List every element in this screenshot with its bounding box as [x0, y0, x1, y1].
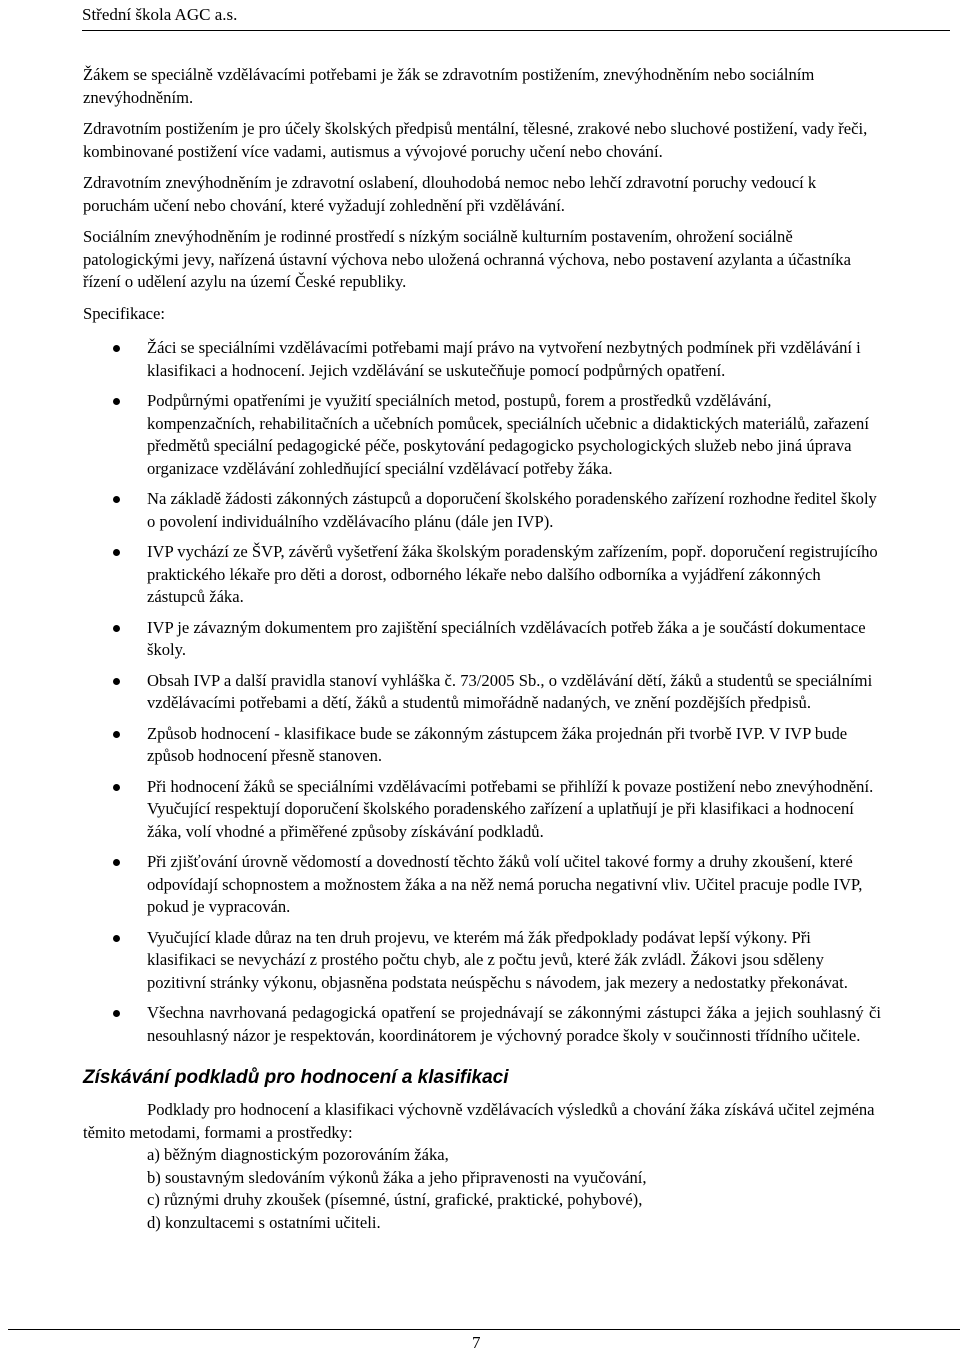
list-item: d) konzultacemi s ostatními učiteli.: [147, 1212, 381, 1232]
methods-list: [83, 1144, 881, 1234]
list-item: Na základě žádosti zákonných zástupců a doporučení školského poradenského zařízení rozhodne ředitel školy o povolení individuálního vzdělávacího plánu (dále jen IVP).: [83, 488, 881, 533]
footer-divider: [8, 1329, 960, 1330]
specification-list: [83, 337, 881, 1047]
list-item: Při hodnocení žáků se speciálními vzdělávacími potřebami se přihlíží k povaze postižení nebo znevýhodnění. Vyučující respektují doporučení školského poradenského zařízení a uplatňují je při klasifikaci a hodnocení žáka, volí vhodné a přiměřené způsoby získávání podkladů.: [83, 776, 881, 844]
page-header: [82, 4, 950, 31]
list-item: Žáci se speciálními vzdělávacími potřebami mají právo na vytvoření nezbytných podmínek při vzdělávání i klasifikaci a hodnocení. Jejich vzdělávání se uskutečňuje pomocí podpůrných opatření.: [83, 337, 881, 382]
list-item: IVP vychází ze ŠVP, závěrů vyšetření žáka školským poradenským zařízením, popř. doporučení registrujícího praktického lékaře pro děti a dorost, odborného lékaře nebo dalšího odborníka a vyjádření zákonných zástupců žáka.: [83, 541, 881, 609]
paragraph-health-disability: Zdravotním postižením je pro účely školských předpisů mentální, tělesné, zrakové nebo sluchové postižení, vady řeči, kombinované postižení více vadami, autismus a vývojové poruchy učení nebo chování.: [83, 119, 868, 161]
document-body: [83, 64, 881, 1234]
list-item: IVP je závazným dokumentem pro zajištění speciálních vzdělávacích potřeb žáka a je součástí dokumentace školy.: [83, 617, 881, 662]
section-heading: Získávání podkladů pro hodnocení a klasifikaci: [83, 1067, 509, 1088]
bullet-icon: [113, 935, 120, 942]
bullet-icon: [113, 784, 120, 791]
school-name: Střední škola AGC a.s.: [82, 5, 238, 24]
bullet-icon: [113, 859, 120, 866]
page-number: 7: [472, 1333, 481, 1352]
list-item: Všechna navrhovaná pedagogická opatření se projednávají se zákonnými zástupci žáka a jejich souhlasný či nesouhlasný názor je respektován, koordinátorem je výchovný poradce školy v součinnosti třídního učitele.: [83, 1002, 881, 1047]
bullet-icon: [113, 345, 120, 352]
list-item: Obsah IVP a další pravidla stanoví vyhláška č. 73/2005 Sb., o vzdělávání dětí, žáků a studentů se speciálními vzdělávacími potřebami a dětí, žáků a studentů mimořádně nadaných, ve znění pozdějších předpisů.: [83, 670, 881, 715]
paragraph-social-disadvantage: Sociálním znevýhodněním je rodinné prostředí s nízkým sociálně kulturním postavením, ohrožení sociálně patologickými jevy, nařízená ústavní výchova nebo uložená ochranná výchova, nebo postavení azylanta a účastníka řízení o udělení azylu na území České republiky.: [83, 227, 851, 291]
list-item: c) různými druhy zkoušek (písemné, ústní, grafické, praktické, pohybové),: [147, 1190, 643, 1209]
bullet-icon: [113, 678, 120, 685]
page-footer: [0, 1329, 960, 1356]
specification-label: Specifikace:: [83, 303, 166, 323]
list-item: Způsob hodnocení - klasifikace bude se zákonným zástupcem žáka projednán při tvorbě IVP. V IVP bude způsob hodnocení přesně stanoven.: [83, 723, 881, 768]
bullet-icon: [113, 1010, 120, 1017]
section-intro: Podklady pro hodnocení a klasifikaci výchovně vzdělávacích výsledků a chování žáka získává učitel zejména těmito metodami, formami a prostředky:: [83, 1100, 875, 1142]
list-item: Vyučující klade důraz na ten druh projevu, ve kterém má žák předpoklady podávat lepší výkony. Při klasifikaci se nevychází z prostého počtu chyb, ale z počtu jevů, které žák zvládl. Žákovi jsou sděleny pozitivní stránky výkonu, objasněna podstata neúspěchu s návodem, jak mezery a nedostatky překonávat.: [83, 927, 881, 995]
bullet-icon: [113, 549, 120, 556]
list-item: Podpůrnými opatřeními je využití speciálních metod, postupů, forem a prostředků vzdělávání, kompenzačních, rehabilitačních a učebních pomůcek, speciálních učebnic a didaktických materiálů, zařazení předmětů speciální pedagogické péče, poskytování pedagogicko psychologických služeb nebo jiná úprava organizace vzdělávání zohledňující speciální vzdělávací potřeby žáka.: [83, 390, 881, 480]
bullet-icon: [113, 496, 120, 503]
list-item: Při zjišťování úrovně vědomostí a dovedností těchto žáků volí učitel takové formy a druhy zkoušení, které odpovídají schopnostem a možnostem žáka a na něž nemá porucha negativní vliv. Učitel pracuje podle IVP, pokud je vypracován.: [83, 851, 881, 919]
list-item: b) soustavným sledováním výkonů žáka a jeho připravenosti na vyučování,: [147, 1167, 647, 1187]
paragraph-health-disadvantage: Zdravotním znevýhodněním je zdravotní oslabení, dlouhodobá nemoc nebo lehčí zdravotní poruchy vedoucí k poruchám učení nebo chování, které vyžadují zohlednění při vzdělávání.: [83, 173, 817, 215]
list-item: a) běžným diagnostickým pozorováním žáka,: [147, 1145, 449, 1164]
bullet-icon: [113, 625, 120, 632]
bullet-icon: [113, 398, 120, 405]
paragraph-definition: Žákem se speciálně vzdělávacími potřebami je žák se zdravotním postižením, znevýhodněním nebo sociálním znevýhodněním.: [83, 65, 815, 107]
bullet-icon: [113, 731, 120, 738]
